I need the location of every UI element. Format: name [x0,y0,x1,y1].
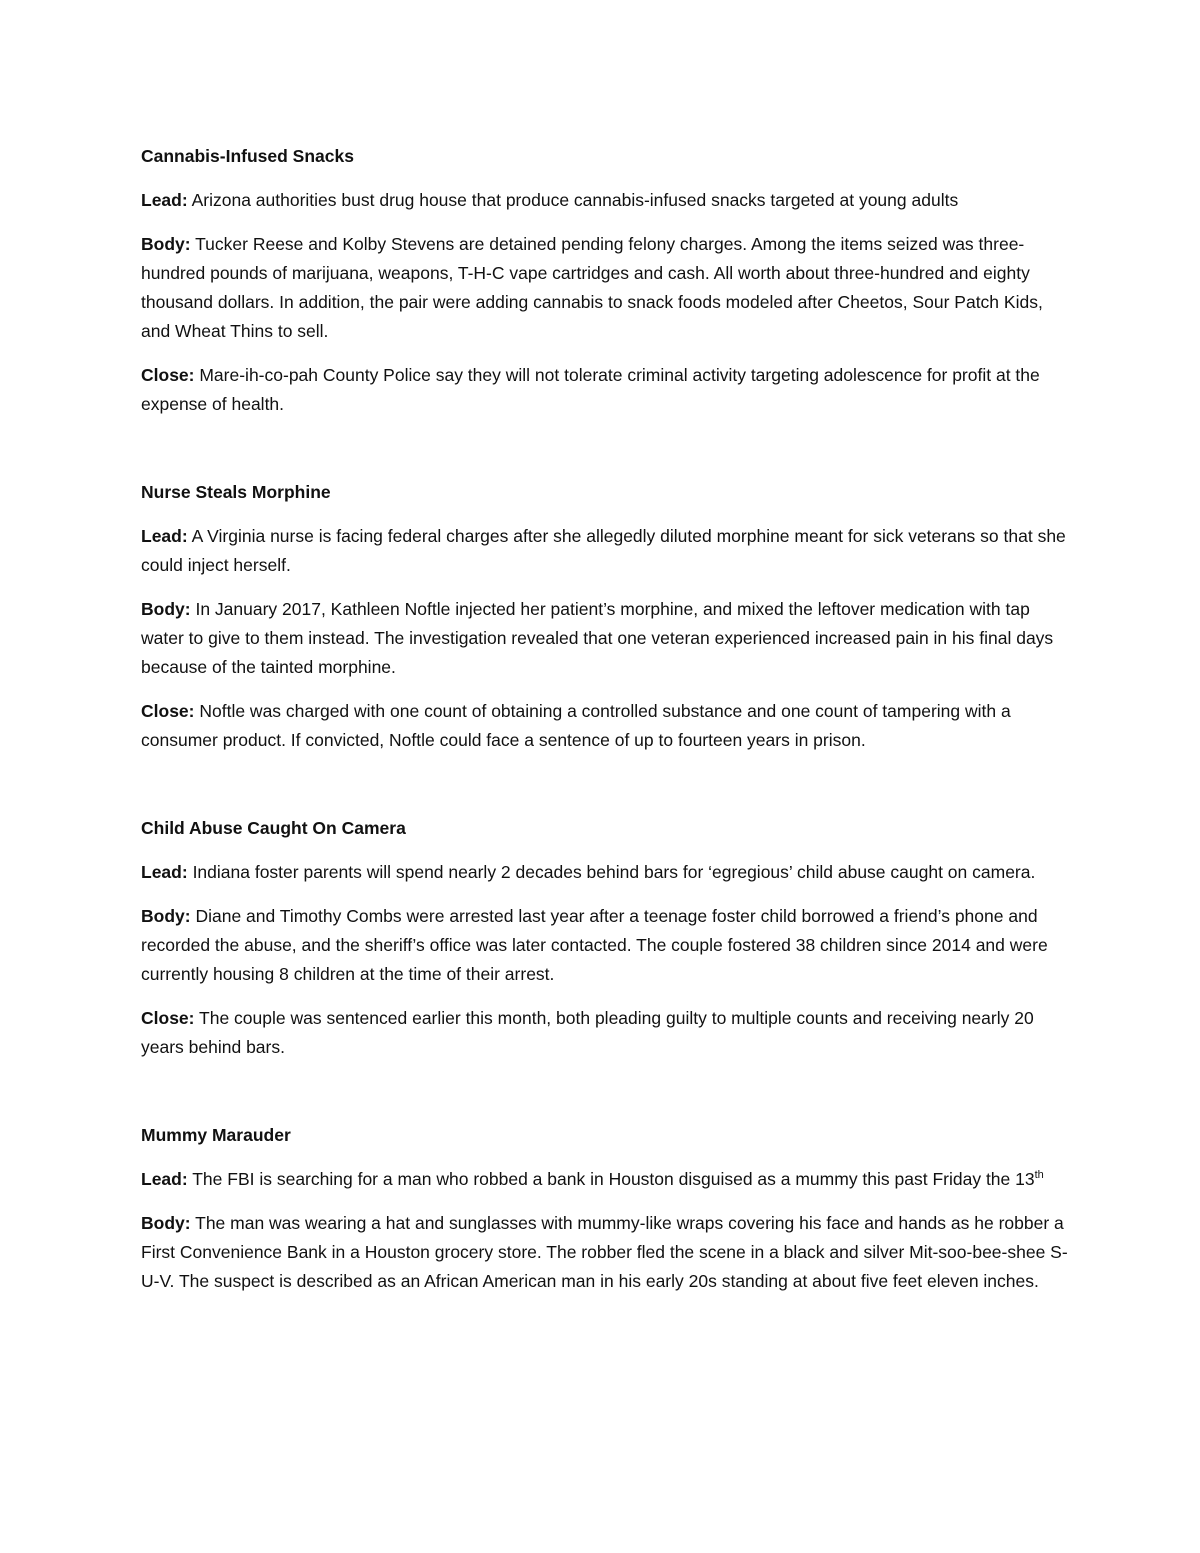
story-child-abuse [141,814,1071,1062]
lead-text: Indiana foster parents will spend nearly 2 decades behind bars for ‘egregious’ child abuse caught on camera. [192,862,1036,882]
lead-label: Lead: [141,526,188,546]
story-title: Mummy Marauder [141,1125,291,1145]
close-text: The couple was sentenced earlier this month, both pleading guilty to multiple counts and receiving nearly 20 years behind bars. [141,1008,1034,1057]
story-separator [141,1077,1071,1121]
story-mummy-marauder [141,1121,1071,1296]
story-cannabis-snacks [141,142,1071,419]
body-paragraph [141,902,1071,989]
close-paragraph [141,361,1071,419]
lead-paragraph [141,186,1071,215]
lead-text: Arizona authorities bust drug house that produce cannabis-infused snacks targeted at young adults [191,190,959,210]
story-separator [141,434,1071,478]
story-separator [141,770,1071,814]
close-text: Noftle was charged with one count of obtaining a controlled substance and one count of tampering with a consumer product. If convicted, Noftle could face a sentence of up to fourteen years in prison. [141,701,1011,750]
lead-label: Lead: [141,862,188,882]
body-label: Body: [141,234,191,254]
body-label: Body: [141,599,191,619]
lead-paragraph [141,522,1071,580]
story-title: Child Abuse Caught On Camera [141,818,406,838]
close-label: Close: [141,365,195,385]
body-text: The man was wearing a hat and sunglasses with mummy-like wraps covering his face and hands as he robber a First Convenience Bank in a Houston grocery store. The robber fled the scene in a black and silver Mit-soo-bee-shee S-U-V. The suspect is described as an African American man in his early 20s standing at about five feet eleven inches. [141,1213,1068,1291]
body-text: In January 2017, Kathleen Noftle injected her patient’s morphine, and mixed the leftover medication with tap water to give to them instead. The investigation revealed that one veteran experienced increased pain in his final days because of the tainted morphine. [141,599,1054,677]
close-paragraph [141,697,1071,755]
ordinal-superscript: th [1034,1169,1044,1182]
lead-paragraph [141,858,1071,887]
story-title: Nurse Steals Morphine [141,482,331,502]
lead-text: A Virginia nurse is facing federal charges after she allegedly diluted morphine meant for sick veterans so that she could inject herself. [141,526,1066,575]
body-paragraph [141,595,1071,682]
lead-paragraph [141,1165,1071,1194]
story-title: Cannabis-Infused Snacks [141,146,354,166]
body-text: Diane and Timothy Combs were arrested last year after a teenage foster child borrowed a friend’s phone and recorded the abuse, and the sheriff’s office was later contacted. The couple fostered 38 children since 2014 and were currently housing 8 children at the time of their arrest. [141,906,1048,984]
lead-label: Lead: [141,1169,188,1189]
lead-label: Lead: [141,190,188,210]
close-label: Close: [141,701,195,721]
body-label: Body: [141,1213,191,1233]
lead-text: The FBI is searching for a man who robbed a bank in Houston disguised as a mummy this past Friday the 13 [192,1169,1035,1189]
body-paragraph [141,230,1071,346]
close-text: Mare-ih-co-pah County Police say they will not tolerate criminal activity targeting adolescence for profit at the expense of health. [141,365,1040,414]
body-text: Tucker Reese and Kolby Stevens are detained pending felony charges. Among the items seized was three-hundred pounds of marijuana, weapons, T-H-C vape cartridges and cash. All worth about three-hundred and eighty thousand dollars. In addition, the pair were adding cannabis to snack foods modeled after Cheetos, Sour Patch Kids, and Wheat Thins to sell. [141,234,1043,341]
document-page [141,142,1071,1311]
close-paragraph [141,1004,1071,1062]
close-label: Close: [141,1008,195,1028]
body-label: Body: [141,906,191,926]
body-paragraph [141,1209,1071,1296]
story-nurse-morphine [141,478,1071,755]
